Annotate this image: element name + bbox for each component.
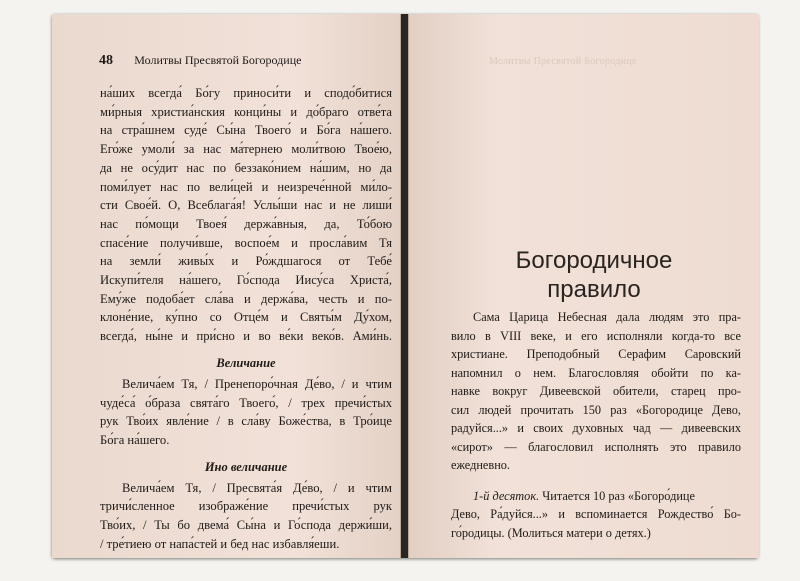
text-line: тричи́сленное изображе́ние пречи́стых рук [100,499,392,514]
text-line: да не осу́дит нас по беззако́нием на́шим, но да [100,160,392,175]
text-line: / тре́тиею от напа́стей и бед нас избавля́еши. [100,536,340,551]
prayer-paragraph [100,84,392,346]
left-page [52,14,401,558]
chapter-title [449,246,739,304]
decade-text: Читается 10 раз «Богоро́дице [539,488,695,503]
text-line: клоне́ние, ку́пно со Отце́м и Святы́м Ду́хом, [100,310,392,325]
text-line: на́ших всегда́ Бо́гу приноси́ти и сподо́битися [100,86,392,100]
text-line: Его́же умоли́ за нас ма́тернею моли́твою Твое́ю, [100,142,392,157]
left-running-head [99,52,389,69]
decade-label: 1-й десяток. [473,488,540,503]
text-line: спасе́ние получи́вше, воспое́м и просла́вим Тя [100,235,392,250]
faint-running-head: Молитвы Пресвятой Богородице [489,56,637,67]
decade-paragraph [451,487,741,543]
ino-velichanie-paragraph [100,479,392,554]
text-line: сил людей прочитать 150 раз «Богородице Дево, [451,402,741,417]
open-book [52,14,758,558]
text-line: напомнил о нем. Благословляя обойти по ка- [451,365,741,380]
text-line: Велича́ем Тя, / Пресвята́я Де́во, / и чтим [122,480,392,495]
left-text-body [100,84,392,553]
text-line: «сирот» — благословил исполнять это правило [451,439,741,454]
page-number: 48 [99,53,113,68]
text-line: Сама Царица Небесная дала людям это пра- [473,310,741,324]
text-line: рук Тво́их явле́ние / в сла́ву Боже́ства, в Тро́ице [100,414,392,429]
text-line: на стра́шнем суде́ Сы́на Твоего́ и Бо́га на́шего. [100,123,392,138]
text-line: Велича́ем Тя, / Пренепоро́чная Де́во, / и чтим [122,376,392,391]
chapter-title-line: Богородичное [515,247,673,274]
text-line: Бо́га на́шего. [100,432,170,447]
right-text-body [451,308,741,542]
text-line: на земли́ живы́х и Ро́ждшагося от Тебе́ [100,254,392,269]
text-line: нас по́мощи Твоея́ держа́вныя, да, То́бою [100,216,392,231]
right-page [408,14,759,558]
text-line: чуде́са́ о́браза свята́го Твоего́, / трех пречи́стых [100,395,392,410]
intro-paragraph [451,308,741,475]
text-line: ежедневно. [451,458,510,472]
text-line: радуйся...» и своих духовных чад — дивеевских [451,421,741,435]
velichanie-heading: Величание [216,355,276,370]
text-line: Дево, Ра́дуйся...» и вспоминается Рождество́ Бо- [451,507,741,521]
text-line: сти Свое́й. О, Всеблага́я! Услы́ши нас и не лиши́ [100,198,392,213]
text-line [451,487,741,506]
text-line: навке вокруг Дивеевской обители, старец про- [451,384,741,398]
ino-velichanie-heading: Ино величание [204,459,288,474]
text-line: всегда́, ны́не и при́сно и во ве́ки веко́в. Ами́нь. [100,329,392,344]
text-line: го́родицы. (Молиться матери о детях.) [451,525,651,540]
text-line: ми́рныя христиа́нския конци́ны и до́браго отве́та [100,104,392,119]
text-line: поми́лует нас по вели́цей и неизрече́нной ми́ло- [100,179,392,194]
text-line: Искупи́теля на́шего, Го́спода Иису́са Христа́, [100,273,392,288]
text-line: Ему́же подоба́ет сла́ва и держа́ва, честь и по- [100,291,392,306]
chapter-title-line: правило [547,276,641,303]
text-line: Тво́их, / Ты бо двема́ Сы́на и Го́спода держи́ши, [100,518,392,533]
text-line: христиане. Преподобный Серафим Саровский [451,347,741,361]
text-line: вило в VIII веке, и его исполняли когда-то все [451,328,741,343]
velichanie-paragraph [100,375,392,450]
running-title: Молитвы Пресвятой Богородице [134,53,302,67]
